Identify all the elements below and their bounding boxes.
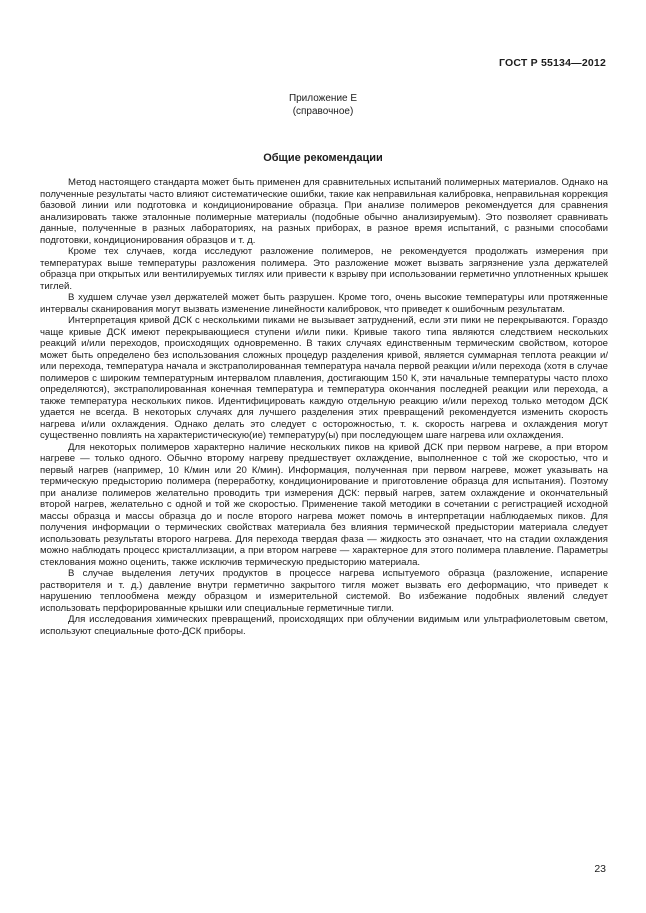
paragraph: В случае выделения летучих продуктов в процессе нагрева испытуемого образца (разложение, испарение растворителя и т. д.) давление внутри герметично закрытого тигля может вызвать его деформацию, что приведет к нарушению теплообмена между образцом и измерительной системой. Во избежание подобных явлений следует использовать перфорированные крышки или специальные герметичные тигли. <box>40 568 608 614</box>
paragraph: Для некоторых полимеров характерно наличие нескольких пиков на кривой ДСК при первом нагреве, а при втором нагреве — только одного. Обычно второму нагреву предшествует охлаждение, выполненное с той же скоростью, что и первый нагрев (например, 10 К/мин или 20 К/мин). Информация, полученная при первом нагреве, может указывать на термическую предысторию полимера (переработку, кондиционирование и приготовление образца для испытания). Поэтому при анализе полимеров желательно проводить три измерения ДСК: первый нагрев, затем охлаждение и окончательный второй нагрев, желательно с одной и той же скоростью. Применение такой методики в сочетании с регистрацией исходной массы образца и массы образца до и после второго нагрева может помочь в интерпретации наблюдаемых пиков. Для получения информации о термических свойствах материала без влияния термической предыстории материала следует использовать результаты второго нагрева. Для перехода твердая фаза — жидкость это означает, что на стадии охлаждения можно наблюдать процесс кристаллизации, а при втором нагреве — характерное для этого полимера плавление. Параметры стеклования можно оценить, также исключив термическую предысторию материала. <box>40 441 608 568</box>
paragraph: Для исследования химических превращений, происходящих при облучении видимым или ультрафиолетовым светом, используют специальные фото-ДСК приборы. <box>40 614 608 637</box>
section-title: Общие рекомендации <box>263 152 383 164</box>
page-number: 23 <box>594 863 606 875</box>
doc-number: ГОСТ Р 55134—2012 <box>498 57 606 69</box>
paragraph: Метод настоящего стандарта может быть применен для сравнительных испытаний полимерных материалов. Однако на полученные результаты часто влияют систематические ошибки, такие как неправильная калибровка, неправильная коррекция базовой линии или подготовка и кондиционирование образца. При анализе полимеров рекомендуется для сравнения анализировать также эталонные полимерные материалы (подобные обычно анализируемым). Это позволяет сравнивать данные, полученные в разных лабораториях, на разных приборах, в разное время испытаний, с разными способами подготовки, кондиционирования образцов и т. д. <box>40 177 608 246</box>
appendix-subtitle: (справочное) <box>292 106 354 117</box>
paragraph: В худшем случае узел держателей может быть разрушен. Кроме того, очень высокие температуры или протяженные интервалы сканирования могут вызвать изменение линейности калибровок, что приведет к ошибочным результатам. <box>40 292 608 315</box>
body-text <box>40 177 608 637</box>
appendix-title: Приложение Е <box>288 93 358 104</box>
appendix-block <box>0 92 646 118</box>
paragraph: Кроме тех случаев, когда исследуют разложение полимеров, не рекомендуется продолжать измерения при температурах выше температуры разложения полимера. Это разложение может вызвать загрязнение узла держателей образца при открытых или вентилируемых тиглях или привести к взрыву при использовании герметично уплотненных крышек тиглей. <box>40 246 608 292</box>
paragraph: Интерпретация кривой ДСК с несколькими пиками не вызывает затруднений, если эти пики не перекрываются. Гораздо чаще кривые ДСК имеют перекрывающиеся ступени и/или пики. Кривые такого типа являются следствием нескольких реакций и/или переходов, происходящих одновременно. В таких случаях единственным термическим свойством, которое может быть определено без использования сложных процедур разделения кривой, является суммарная теплота реакции и/или перехода, температура начала и экстраполированная температура начала первой реакции и/или перехода (хотя в случае полимеров с широким температурным интервалом плавления, достигающим 150 К, эти начальные температуры часто плохо определяются), экстраполированная конечная температура и температура окончания последней реакции или перехода, а также температура нескольких пиков. Идентифицировать каждую отдельную реакцию и/или переход только методом ДСК удается не всегда. В некоторых случаях для лучшего разделения этих превращений рекомендуется изменить скорость нагрева и/или охлаждения. Однако делать это следует с осторожностью, т. к. скорость нагрева и охлаждения могут существенно повлиять на характеристическую(ие) температуру(ы) при последующем шаге нагрева или охлаждения. <box>40 315 608 441</box>
